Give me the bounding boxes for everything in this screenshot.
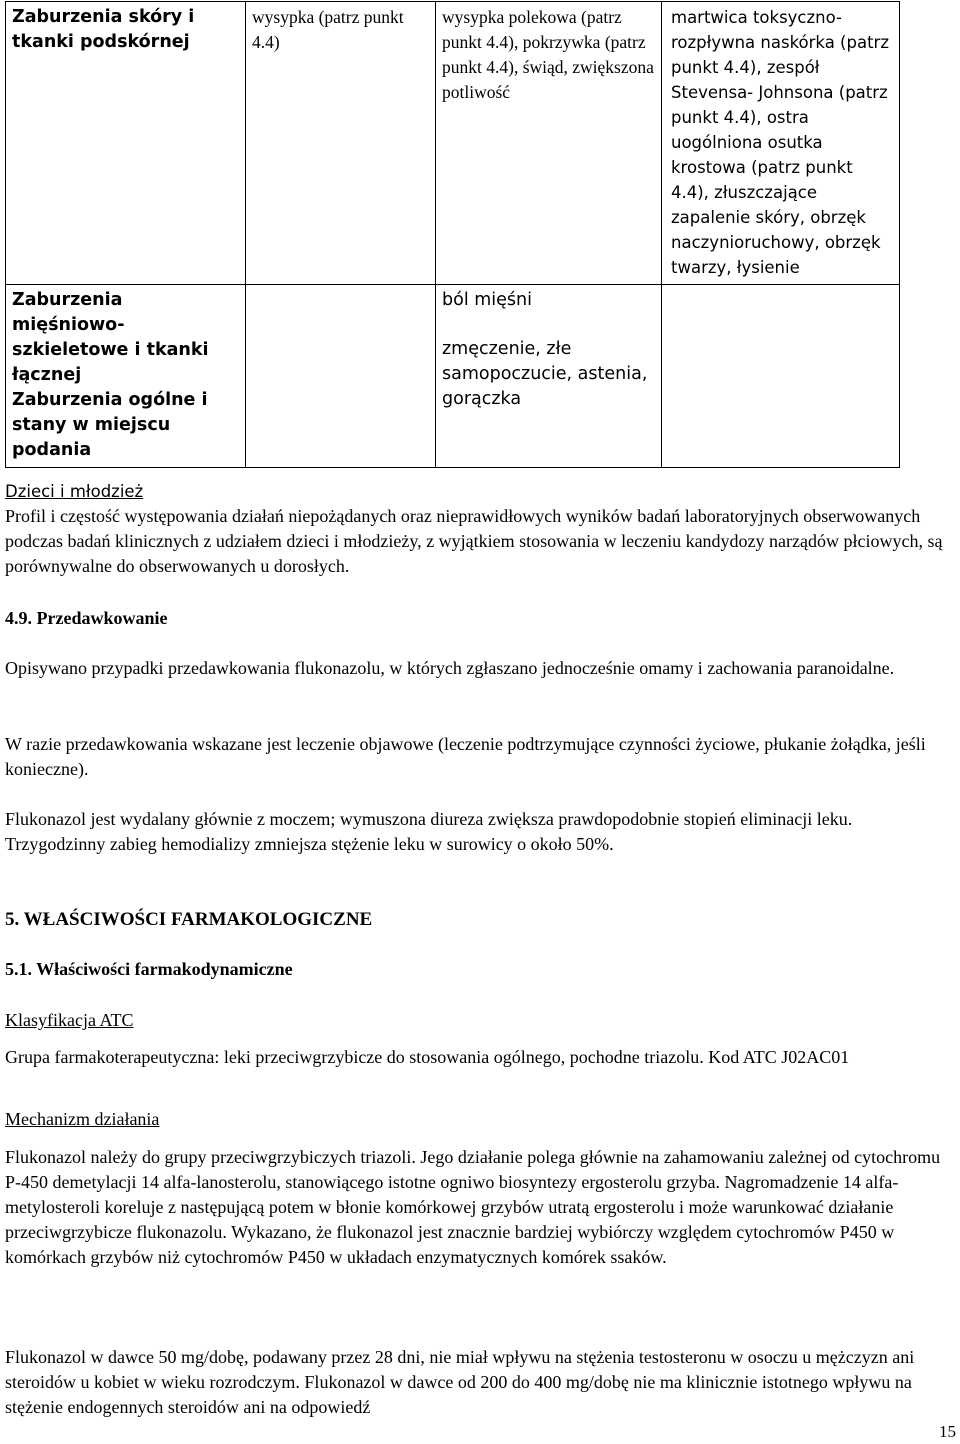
frequency-rare-cell [662, 2, 900, 285]
adverse-effects-table [5, 1, 900, 468]
system-label: Zaburzenia mięśniowo-szkieletowe i tkanki łącznej [12, 290, 209, 385]
system-organ-class-cell [6, 285, 246, 468]
subsection-heading: 5.1. Właściwości farmakodynamiczne [5, 959, 293, 979]
empty-cell [662, 285, 900, 468]
effect-text: zmęczenie, złe samopoczucie, astenia, gorączka [442, 339, 648, 409]
system-label: Zaburzenia ogólne i stany w miejscu podania [12, 390, 208, 460]
effect-text: ból mięśni [442, 290, 532, 310]
atc-paragraph: Grupa farmakoterapeutyczna: leki przeciwgrzybicze do stosowania ogólnego, pochodne triazolu. Kod ATC J02AC01 [5, 1047, 850, 1067]
system-organ-class-cell: Zaburzenia skóry i tkanki podskórnej [6, 2, 246, 285]
frequency-uncommon-cell: wysypka polekowa (patrz punkt 4.4), pokrzywka (patrz punkt 4.4), świąd, zwiększona potliwość [436, 2, 662, 285]
frequency-common-cell: wysypka (patrz punkt 4.4) [246, 2, 436, 285]
pediatric-heading: Dzieci i młodzież [5, 482, 144, 501]
page-number: 15 [939, 1422, 956, 1441]
mechanism-paragraph: Flukonazol należy do grupy przeciwgrzybiczych triazoli. Jego działanie polega głównie na zahamowaniu zależnej od cytochromu P-450 demetylacji 14 alfa-lanosterolu, stanowiącego istotne ogniwo biosyntezy ergosterolu grzyba. Nagromadzenie 14 alfa-metylosteroli koreluje z następującą potem w błonie komórkowej grzybów utratą ergosterolu i może warunkować działanie przeciwgrzybicze flukonazolu. Wykazano, że flukonazol jest znacznie bardziej wybiórczy względem cytochromów P450 w komórkach grzybów niż cytochromów P450 w układach enzymatycznych komórek ssaków. [5, 1147, 941, 1267]
section-heading: 5. WŁAŚCIWOŚCI FARMAKOLOGICZNE [5, 909, 373, 930]
table-row [6, 2, 900, 285]
atc-heading: Klasyfikacja ATC [5, 1010, 134, 1030]
pediatric-text: Profil i częstość występowania działań niepożądanych oraz nieprawidłowych wyników badań laboratoryjnych obserwowanych podczas badań klinicznych z udziałem dzieci i młodzieży, z wyjątkiem stosowania w leczeniu kandydozy narządów płciowych, są porównywalne do obserwowanych u dorosłych. [5, 506, 943, 576]
dose-paragraph: Flukonazol w dawce 50 mg/dobę, podawany przez 28 dni, nie miał wpływu na stężenia testosteronu w osoczu u mężczyzn ani steroidów u kobiet w wieku rozrodczym. Flukonazol w dawce od 200 do 400 mg/dobę nie ma klinicznie istotnego wpływu na stężenie endogennych steroidów ani na odpowiedź [5, 1347, 915, 1417]
overdose-paragraph: Flukonazol jest wydalany głównie z moczem; wymuszona diureza zwiększa prawdopodobnie stopień eliminacji leku. Trzygodzinny zabieg hemodializy zmniejsza stężenie leku w surowicy o około 50%. [5, 809, 853, 854]
overdose-paragraph: Opisywano przypadki przedawkowania flukonazolu, w których zgłaszano jednocześnie omamy i zachowania paranoidalne. [5, 658, 895, 678]
pediatric-section [5, 479, 955, 579]
overdose-heading: 4.9. Przedawkowanie [5, 608, 168, 628]
mechanism-heading: Mechanizm działania [5, 1109, 160, 1129]
empty-cell [246, 285, 436, 468]
rare-effects-text: martwica toksyczno-rozpływna naskórka (patrz punkt 4.4), zespół Stevensa- Johnsona (patrz punkt 4.4), ostra uogólniona osutka krostowa (patrz punkt 4.4), złuszczające zapalenie skóry, obrzęk naczynioruchowy, obrzęk twarzy, łysienie [671, 8, 889, 277]
spacer [442, 313, 656, 337]
frequency-uncommon-cell [436, 285, 662, 468]
table-row [6, 285, 900, 468]
overdose-paragraph: W razie przedawkowania wskazane jest leczenie objawowe (leczenie podtrzymujące czynności życiowe, płukanie żołądka, jeśli konieczne). [5, 734, 926, 779]
